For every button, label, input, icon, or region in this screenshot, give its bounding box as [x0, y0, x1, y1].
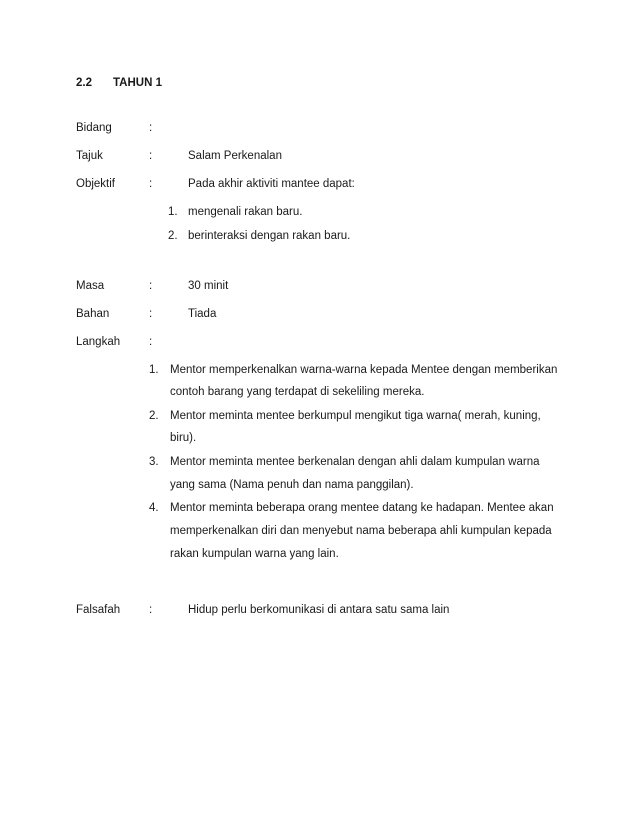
objektif-label: Objektif — [76, 178, 115, 190]
section-number: 2.2 — [76, 77, 92, 89]
langkah-label: Langkah — [76, 336, 121, 348]
langkah-colon: : — [149, 336, 153, 348]
objektif-item: mengenali rakan baru. — [188, 206, 303, 218]
step-line: biru). — [170, 432, 197, 444]
tajuk-value: Salam Perkenalan — [188, 150, 282, 162]
step-number: 3. — [149, 456, 159, 468]
section-title: TAHUN 1 — [113, 77, 162, 89]
falsafah-value: Hidup perlu berkomunikasi di antara satu sama lain — [188, 604, 450, 616]
step-number: 1. — [149, 364, 159, 376]
masa-label: Masa — [76, 280, 105, 292]
bahan-value: Tiada — [188, 308, 217, 320]
step-line: yang sama (Nama penuh dan nama panggilan). — [170, 479, 414, 491]
step-line: contoh barang yang terdapat di sekeliling mereka. — [170, 386, 425, 398]
step-line: Mentor memperkenalkan warna-warna kepada Mentee dengan memberikan — [170, 364, 558, 376]
bahan-colon: : — [149, 308, 153, 320]
step-number: 4. — [149, 502, 159, 514]
objektif-item: berinteraksi dengan rakan baru. — [188, 230, 351, 242]
bahan-label: Bahan — [76, 308, 110, 320]
bidang-label: Bidang — [76, 122, 112, 134]
step-line: rakan kumpulan warna yang lain. — [170, 548, 339, 560]
falsafah-label: Falsafah — [76, 604, 121, 616]
objektif-colon: : — [149, 178, 153, 190]
step-line: Mentor meminta beberapa orang mentee datang ke hadapan. Mentee akan — [170, 502, 554, 514]
bidang-colon: : — [149, 122, 153, 134]
tajuk-colon: : — [149, 150, 153, 162]
objektif-item-number: 1. — [168, 206, 178, 218]
falsafah-colon: : — [149, 604, 153, 616]
step-number: 2. — [149, 410, 159, 422]
step-line: Mentor meminta mentee berkenalan dengan ahli dalam kumpulan warna — [170, 456, 540, 468]
objektif-value: Pada akhir aktiviti mantee dapat: — [188, 178, 355, 190]
step-line: Mentor meminta mentee berkumpul mengikut tiga warna( merah, kuning, — [170, 410, 541, 422]
masa-colon: : — [149, 280, 153, 292]
step-line: memperkenalkan diri dan menyebut nama beberapa ahli kumpulan kepada — [170, 525, 552, 537]
objektif-item-number: 2. — [168, 230, 178, 242]
masa-value: 30 minit — [188, 280, 229, 292]
tajuk-label: Tajuk — [76, 150, 103, 162]
